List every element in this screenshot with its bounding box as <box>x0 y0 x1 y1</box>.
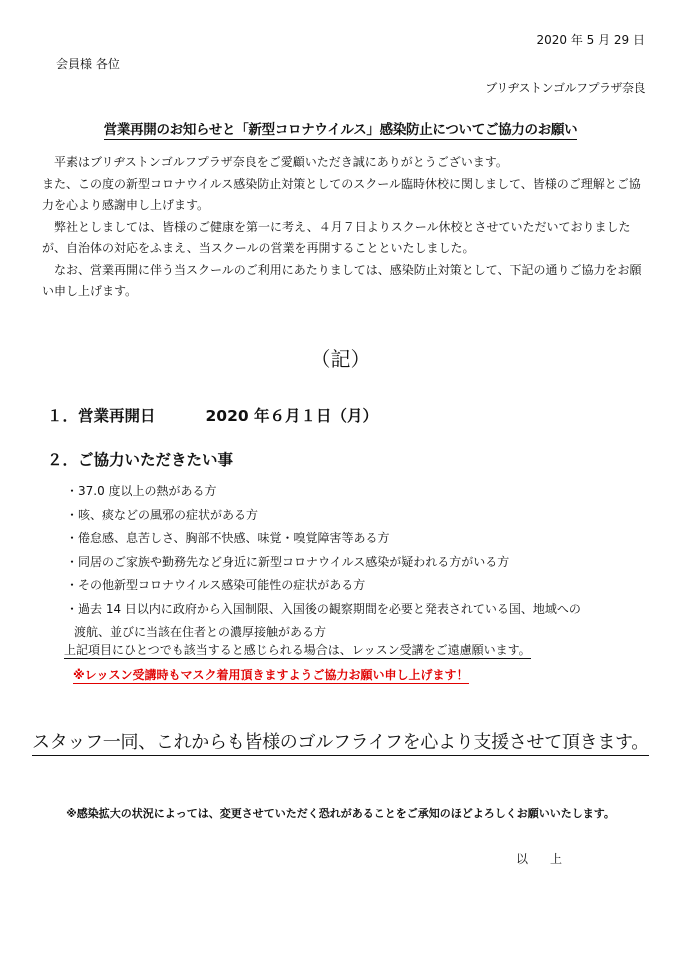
section-1-label: １．営業再開日 <box>47 407 156 425</box>
section-cooperation-heading: ２．ご協力いただきたい事 <box>47 451 234 469</box>
footnote: ※感染拡大の状況によっては、変更させていただく恐れがあることをご承知のほどよろしくお願いいたします。 <box>66 807 615 820</box>
recipient: 会員様 各位 <box>56 57 120 71</box>
body-paragraph: 平素はブリヂストンゴルフプラザ奈良をご愛顧いただき誠にありがとうございます。 <box>42 155 508 169</box>
list-item: ・咳、痰などの風邪の症状がある方 <box>66 507 259 522</box>
closing-ijou: 以上 <box>516 852 585 866</box>
ki-heading: （記） <box>310 347 371 371</box>
body-paragraph: 弊社としましては、皆様のご健康を第一に考え、４月７日よりスクール休校とさせていただいておりましたが、自治体の対応をふまえ、当スクールの営業を再開することといたしました。 <box>42 219 631 255</box>
staff-message <box>0 728 681 754</box>
body-paragraph: また、この度の新型コロナウイルス感染防止対策としてのスクール臨時休校に関しまして、皆様のご理解とご協力を心より感謝申し上げます。 <box>42 176 641 212</box>
list-item: ・その他新型コロナウイルス感染可能性の症状がある方 <box>66 578 366 592</box>
lesson-decline-notice <box>64 641 531 658</box>
mask-notice <box>73 666 469 683</box>
section-reopen-date <box>47 404 378 426</box>
list-item: ・37.0 度以上の熱がある方 <box>66 484 217 498</box>
sender: ブリヂストンゴルフプラザ奈良 <box>485 81 645 95</box>
lesson-decline-notice-text: 上記項目にひとつでも該当すると感じられる場合は、レッスン受講をご遠慮願います。 <box>64 643 531 657</box>
list-item: ・同居のご家族や勤務先など身近に新型コロナウイルス感染が疑われる方がいる方 <box>66 554 510 569</box>
document-date: 2020 年 5 月 29 日 <box>536 33 645 47</box>
body-paragraph: なお、営業再開に伴う当スクールのご利用にあたりましては、感染防止対策として、下記の通りご協力をお願い申し上げます。 <box>42 262 642 298</box>
list-item: ・過去 14 日以内に政府から入国制限、入国後の観察期間を必要と発表されている国、地域への <box>66 601 581 616</box>
list-item-continuation: 渡航、並びに当該在住者との濃厚接触がある方 <box>74 625 327 639</box>
document-title <box>0 118 681 138</box>
cooperation-list <box>66 480 581 645</box>
list-item: ・倦怠感、息苦しさ、胸部不快感、味覚・嗅覚障害等ある方 <box>66 531 390 545</box>
body-text <box>42 152 648 303</box>
mask-notice-text: ※レッスン受講時もマスク着用頂きますようご協力お願い申し上げます！ <box>73 668 469 682</box>
staff-message-text: スタッフ一同、これからも皆様のゴルフライフを心より支援させて頂きます。 <box>32 732 649 756</box>
document-title-text: 営業再開のお知らせと「新型コロナウイルス」感染防止についてご協力のお願い <box>103 122 578 138</box>
reopen-date: 2020 年６月１日（月） <box>205 407 379 425</box>
